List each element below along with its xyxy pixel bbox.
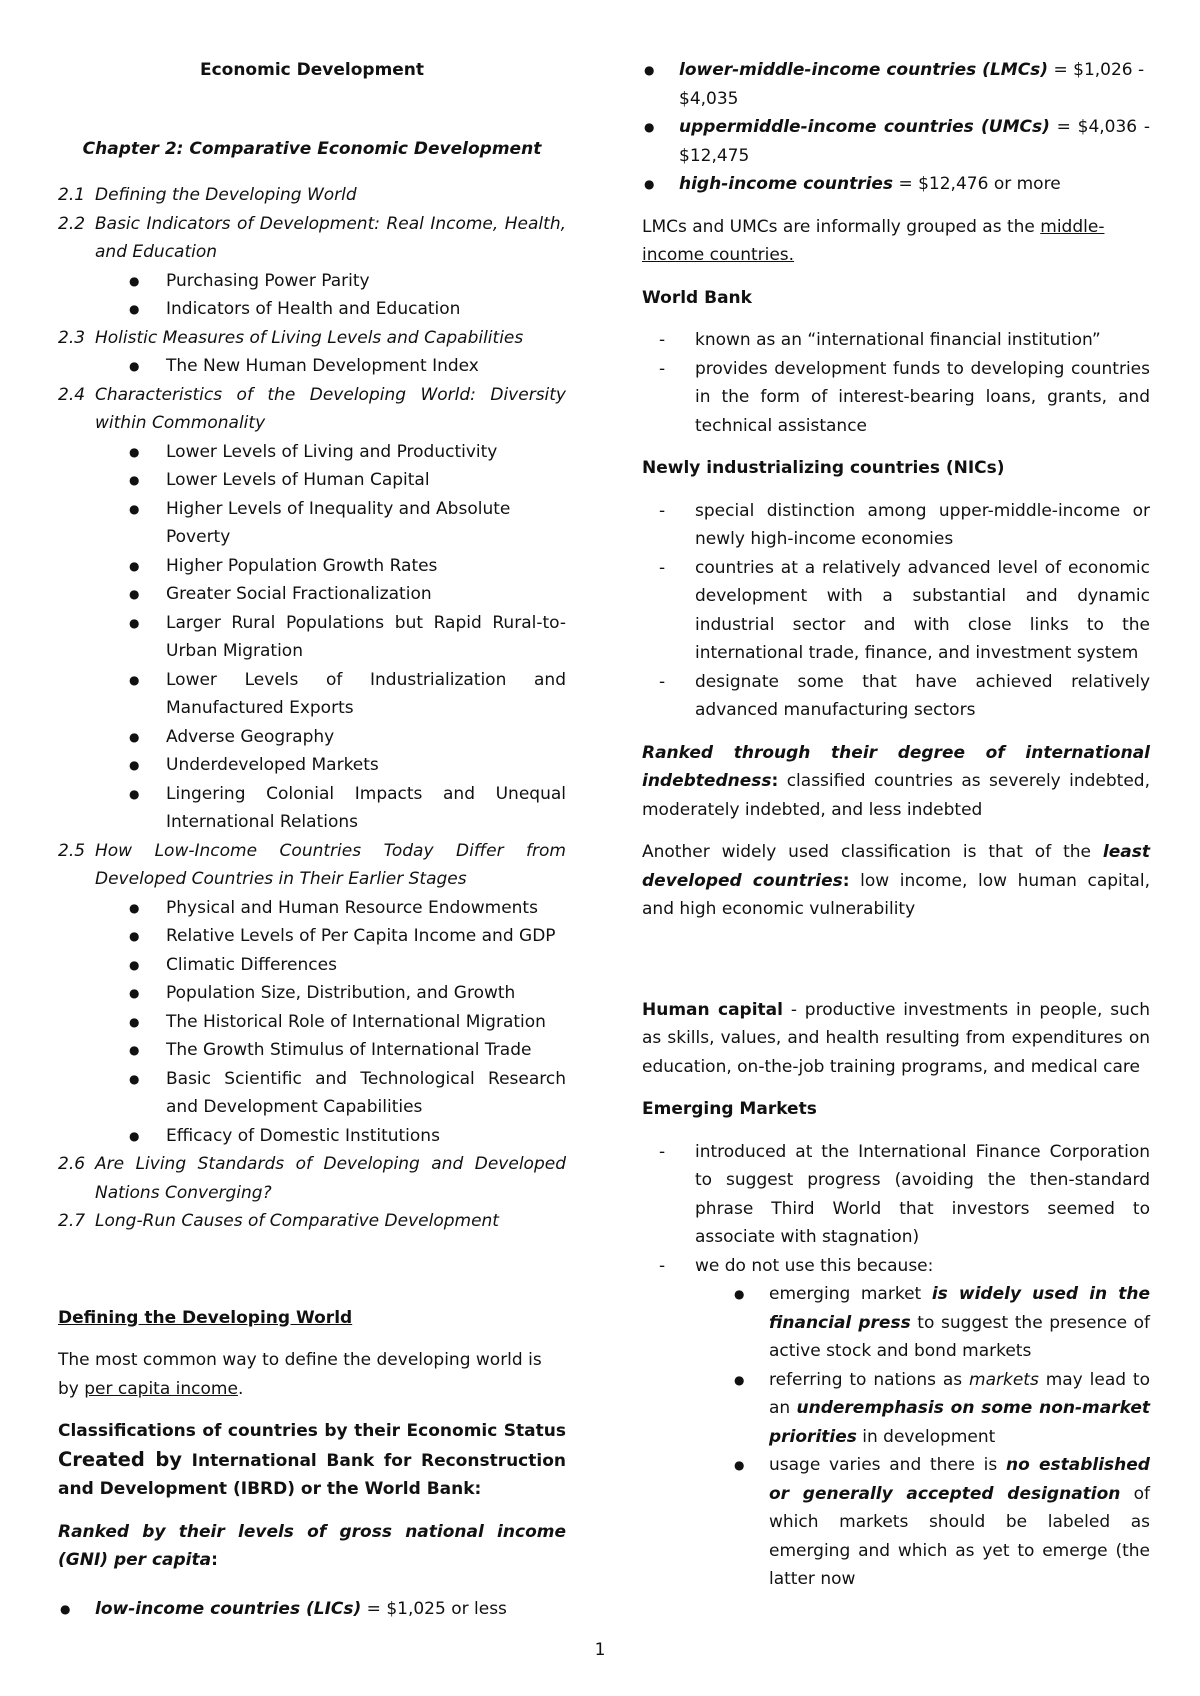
income-value: = $4,036 - $12,475 (679, 117, 1151, 166)
sub-text: in development (856, 1426, 996, 1447)
sub-text: referring to nations as (769, 1369, 970, 1390)
indebtedness-paragraph (642, 739, 1150, 825)
toc-item: ● Larger Rural Populations but Rapid Rural-to-Urban Migration (58, 609, 566, 666)
income-term: uppermiddle-income countries (UMCs) (679, 117, 1050, 137)
toc-item: ● Basic Scientific and Technological Research and Development Capabilities (58, 1065, 566, 1122)
nics-point: - designate some that have achieved relatively advanced manufacturing sectors (642, 668, 1150, 725)
sub-emphasis: underemphasis on some non-market priorities (769, 1398, 1150, 1447)
toc-item: ● Lingering Colonial Impacts and Unequal International Relations (58, 780, 566, 837)
world-bank-heading: World Bank (642, 287, 752, 308)
emerging-point: - we do not use this because: (642, 1252, 1150, 1281)
table-of-contents (58, 181, 566, 1236)
intro-paragraph (58, 1346, 566, 1403)
intro-text: The most common way to define the developing world is by (58, 1350, 542, 1399)
world-bank-point: - known as an “international financial institution” (642, 326, 1150, 355)
intro-end: . (237, 1378, 244, 1399)
toc-item: ● Lower Levels of Human Capital (58, 466, 566, 495)
toc-item: ● Relative Levels of Per Capita Income and GDP (58, 922, 566, 951)
toc-item: ● Purchasing Power Parity (58, 267, 566, 296)
ranked-heading-text: Ranked by their levels of gross national income (GNI) per capita (58, 1521, 566, 1570)
emerging-sub-item (642, 1280, 1150, 1366)
income-term: low-income countries (LICs) (95, 1598, 362, 1619)
least-developed-post: low income, low human capital, and high economic vulnerability (642, 870, 1150, 919)
ranked-colon: : (211, 1550, 218, 1570)
toc-title: Characteristics of the Developing World: Diversity within Commonality (95, 384, 566, 433)
sub-text: usage varies and there is (769, 1455, 1006, 1475)
world-bank-point: - provides development funds to developing countries in the form of interest-bearing loans, grants, and technical assistance (642, 355, 1150, 441)
document-title: Economic Development (199, 60, 425, 80)
intro-link: per capita income (84, 1378, 238, 1399)
right-column (642, 56, 1150, 1594)
left-column (58, 56, 566, 1623)
least-developed-term: least developed countries (642, 842, 1150, 891)
indebtedness-heading: Ranked through their degree of international indebtedness (642, 742, 1150, 791)
sub-emphasis: no established or generally accepted designation (769, 1455, 1150, 1504)
income-value: = $12,476 or more (893, 174, 1061, 194)
toc-section (58, 1150, 566, 1207)
income-value: = $1,025 or less (361, 1598, 507, 1619)
toc-item: ● Higher Levels of Inequality and Absolute Poverty (58, 495, 566, 552)
least-developed-paragraph (642, 838, 1150, 924)
toc-item: ● Physical and Human Resource Endowments (58, 894, 566, 923)
nics-point: - special distinction among upper-middle-income or newly high-income economies (642, 497, 1150, 554)
emerging-point: - introduced at the International Finance Corporation to suggest progress (avoiding the then-standard phrase Third World that investors seemed to associate with stagnation) (642, 1138, 1150, 1252)
emerging-sub-item (642, 1366, 1150, 1452)
middle-income-text: LMCs and UMCs are informally grouped as the (642, 216, 1041, 237)
classification-heading-text: Classifications of countries by their Economic Status (58, 1421, 566, 1441)
toc-section (58, 210, 566, 267)
least-developed-colon: : (842, 870, 850, 891)
sub-emphasis: is widely used in the financial press (769, 1284, 1151, 1333)
income-group-item (642, 170, 1150, 199)
toc-title: Long-Run Causes of Comparative Development (95, 1211, 499, 1231)
toc-item: ● The New Human Development Index (58, 352, 566, 381)
indebtedness-colon: : (771, 771, 779, 791)
toc-title: How Low-Income Countries Today Differ from Developed Countries in Their Earlier Stages (95, 840, 566, 889)
toc-item: ● The Growth Stimulus of International Trade (58, 1036, 566, 1065)
toc-item: ● Population Size, Distribution, and Growth (58, 979, 566, 1008)
human-capital-paragraph (642, 996, 1150, 1082)
sub-text: emerging market (769, 1284, 932, 1304)
nics-point: - countries at a relatively advanced level of economic development with a substantial and dynamic industrial sector and with close links to the international trade, finance, and investment system (642, 554, 1150, 668)
toc-number: 2.5 (58, 840, 86, 861)
toc-item: ● Greater Social Fractionalization (58, 580, 566, 609)
page-number: 1 (594, 1640, 606, 1660)
toc-number: 2.2 (58, 213, 86, 234)
toc-item: ● Lower Levels of Living and Productivity (58, 438, 566, 467)
sub-text: of which markets should be labeled as emerging and which as yet to emerge (the latter now (769, 1483, 1150, 1589)
nics-heading: Newly industrializing countries (NICs) (642, 458, 1005, 478)
toc-number: 2.1 (58, 185, 86, 205)
income-term: high-income countries (679, 174, 894, 194)
toc-title: Basic Indicators of Development: Real Income, Health, and Education (95, 213, 566, 262)
chapter-title: Chapter 2: Comparative Economic Development (82, 138, 542, 159)
toc-item: ● The Historical Role of International Migration (58, 1008, 566, 1037)
sub-emphasis: markets (969, 1369, 1039, 1390)
human-capital-term: Human capital (642, 999, 783, 1020)
human-capital-text: - productive investments in people, such as skills, values, and health resulting from expenditures on education, on-the-job training programs, and medical care (642, 999, 1150, 1077)
emerging-markets-heading: Emerging Markets (642, 1099, 817, 1119)
toc-section (58, 837, 566, 894)
toc-item: ● Higher Population Growth Rates (58, 552, 566, 581)
toc-item: ● Adverse Geography (58, 723, 566, 752)
income-group-item (58, 1595, 566, 1624)
toc-section (58, 1207, 566, 1236)
toc-title: Defining the Developing World (95, 185, 357, 205)
ranked-heading (58, 1518, 566, 1575)
income-term: lower-middle-income countries (LMCs) (679, 60, 1049, 80)
toc-title: Are Living Standards of Developing and Developed Nations Converging? (95, 1154, 566, 1203)
created-by: Created by (58, 1447, 183, 1471)
toc-number: 2.7 (58, 1211, 86, 1231)
toc-section (58, 381, 566, 438)
middle-income-paragraph (642, 213, 1150, 270)
indebtedness-text: classified countries as severely indebted, moderately indebted, and less indebted (642, 771, 1150, 820)
toc-item: ● Underdeveloped Markets (58, 751, 566, 780)
emerging-sub-item (642, 1451, 1150, 1594)
toc-item: ● Indicators of Health and Education (58, 295, 566, 324)
toc-number: 2.6 (58, 1154, 86, 1174)
middle-income-link: middle-income countries. (642, 216, 1105, 265)
classification-heading-rest: International Bank for Reconstruction and Development (IBRD) or the World Bank: (58, 1450, 566, 1499)
income-group-item (642, 113, 1150, 170)
toc-item: ● Efficacy of Domestic Institutions (58, 1122, 566, 1151)
sub-text: to suggest the presence of active stock and bond markets (769, 1312, 1151, 1361)
section-heading: Defining the Developing World (58, 1307, 353, 1328)
toc-number: 2.4 (58, 384, 86, 405)
toc-item: ● Climatic Differences (58, 951, 566, 980)
income-group-item (642, 56, 1150, 113)
classification-heading (58, 1417, 566, 1504)
sub-text: may lead to an (769, 1369, 1150, 1418)
least-developed-pre: Another widely used classification is that of the (642, 842, 1103, 862)
toc-item: ● Lower Levels of Industrialization and Manufactured Exports (58, 666, 566, 723)
toc-section (58, 324, 566, 353)
toc-title: Holistic Measures of Living Levels and Capabilities (95, 327, 524, 348)
income-value: = $1,026 - $4,035 (679, 60, 1145, 109)
toc-number: 2.3 (58, 327, 86, 348)
toc-section (58, 181, 566, 210)
